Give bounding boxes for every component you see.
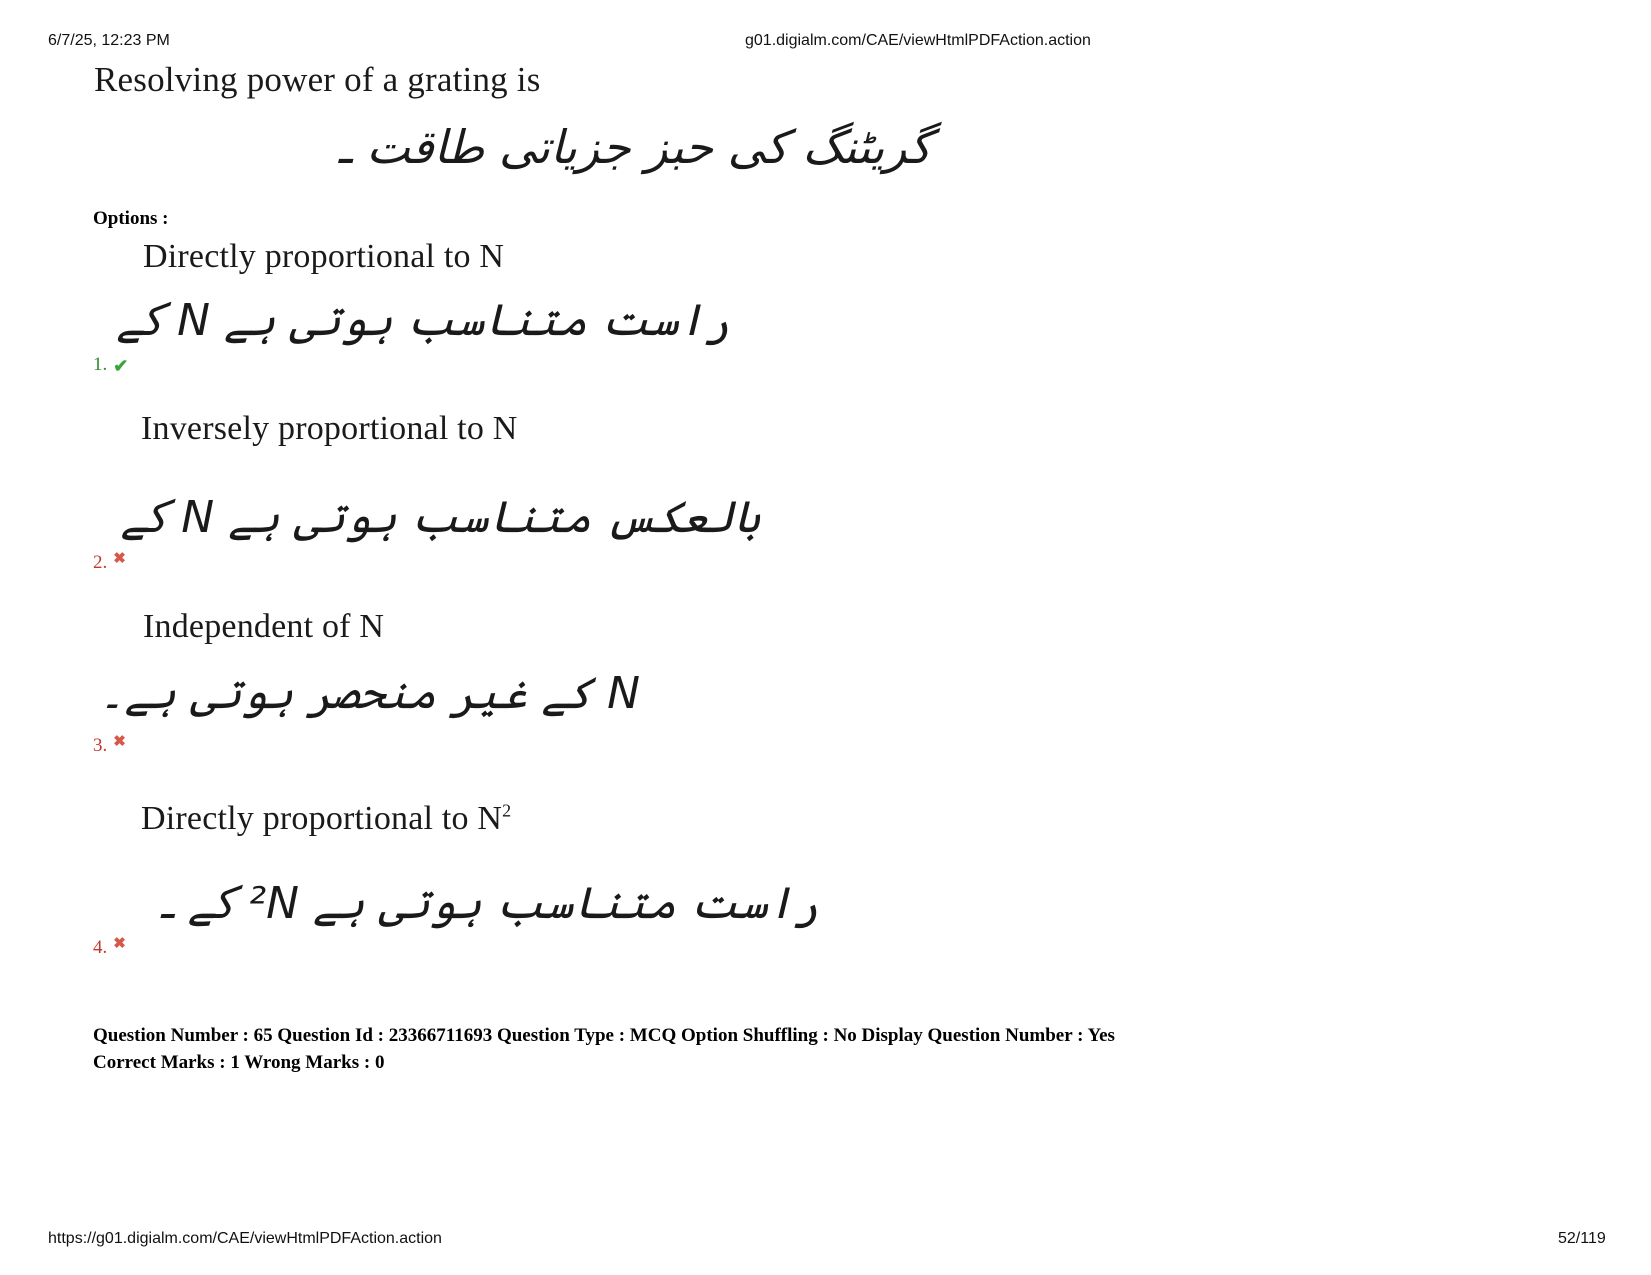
- wrong-cross-icon: ✖: [113, 550, 126, 567]
- question-text-ur: گریٹنگ کی حبز جزیاتی طاقت ـ: [338, 120, 932, 174]
- options-label: Options :: [93, 208, 169, 229]
- option-1-number: [93, 354, 128, 377]
- question-meta-line2: Correct Marks : 1 Wrong Marks : 0: [93, 1052, 385, 1073]
- option-2-number: [93, 552, 126, 574]
- option-1-text-ur: راست متناسب ہوتی ہے N کے: [116, 295, 730, 346]
- print-header-url: g01.digialm.com/CAE/viewHtmlPDFAction.action: [745, 32, 1091, 49]
- wrong-cross-icon: ✖: [113, 935, 126, 952]
- page-number: 52/119: [1558, 1230, 1606, 1247]
- wrong-cross-icon: ✖: [113, 733, 126, 750]
- option-1-text-en: Directly proportional to N: [143, 238, 505, 275]
- option-number: 1.: [93, 354, 108, 375]
- question-text-en: Resolving power of a grating is: [94, 60, 541, 99]
- option-2-text-ur: بالعکس متناسب ہوتی ہے N کے: [120, 492, 760, 543]
- option-4-number: [93, 937, 126, 959]
- option-3-number: [93, 735, 126, 757]
- option-number: 4.: [93, 937, 108, 958]
- print-datetime: 6/7/25, 12:23 PM: [48, 32, 170, 49]
- option-4-text-ur: راست متناسب ہوتی ہے N² کے ـ: [160, 878, 820, 929]
- option-4-superscript: 2: [502, 800, 512, 821]
- print-footer-url: https://g01.digialm.com/CAE/viewHtmlPDFAction.action: [48, 1230, 442, 1247]
- question-meta-line1: Question Number : 65 Question Id : 23366711693 Question Type : MCQ Option Shuffling : No Display Question Number : Yes: [93, 1025, 1115, 1046]
- option-4-text-en-main: Directly proportional to N: [141, 800, 503, 837]
- option-4-text-en: [141, 800, 511, 838]
- option-3-text-en: Independent of N: [143, 608, 385, 645]
- option-number: 3.: [93, 735, 108, 756]
- option-3-text-ur: N کے غیر منحصر ہوتی ہے۔: [98, 668, 640, 719]
- correct-check-icon: ✔: [113, 355, 129, 376]
- option-2-text-en: Inversely proportional to N: [141, 410, 518, 447]
- option-number: 2.: [93, 552, 108, 573]
